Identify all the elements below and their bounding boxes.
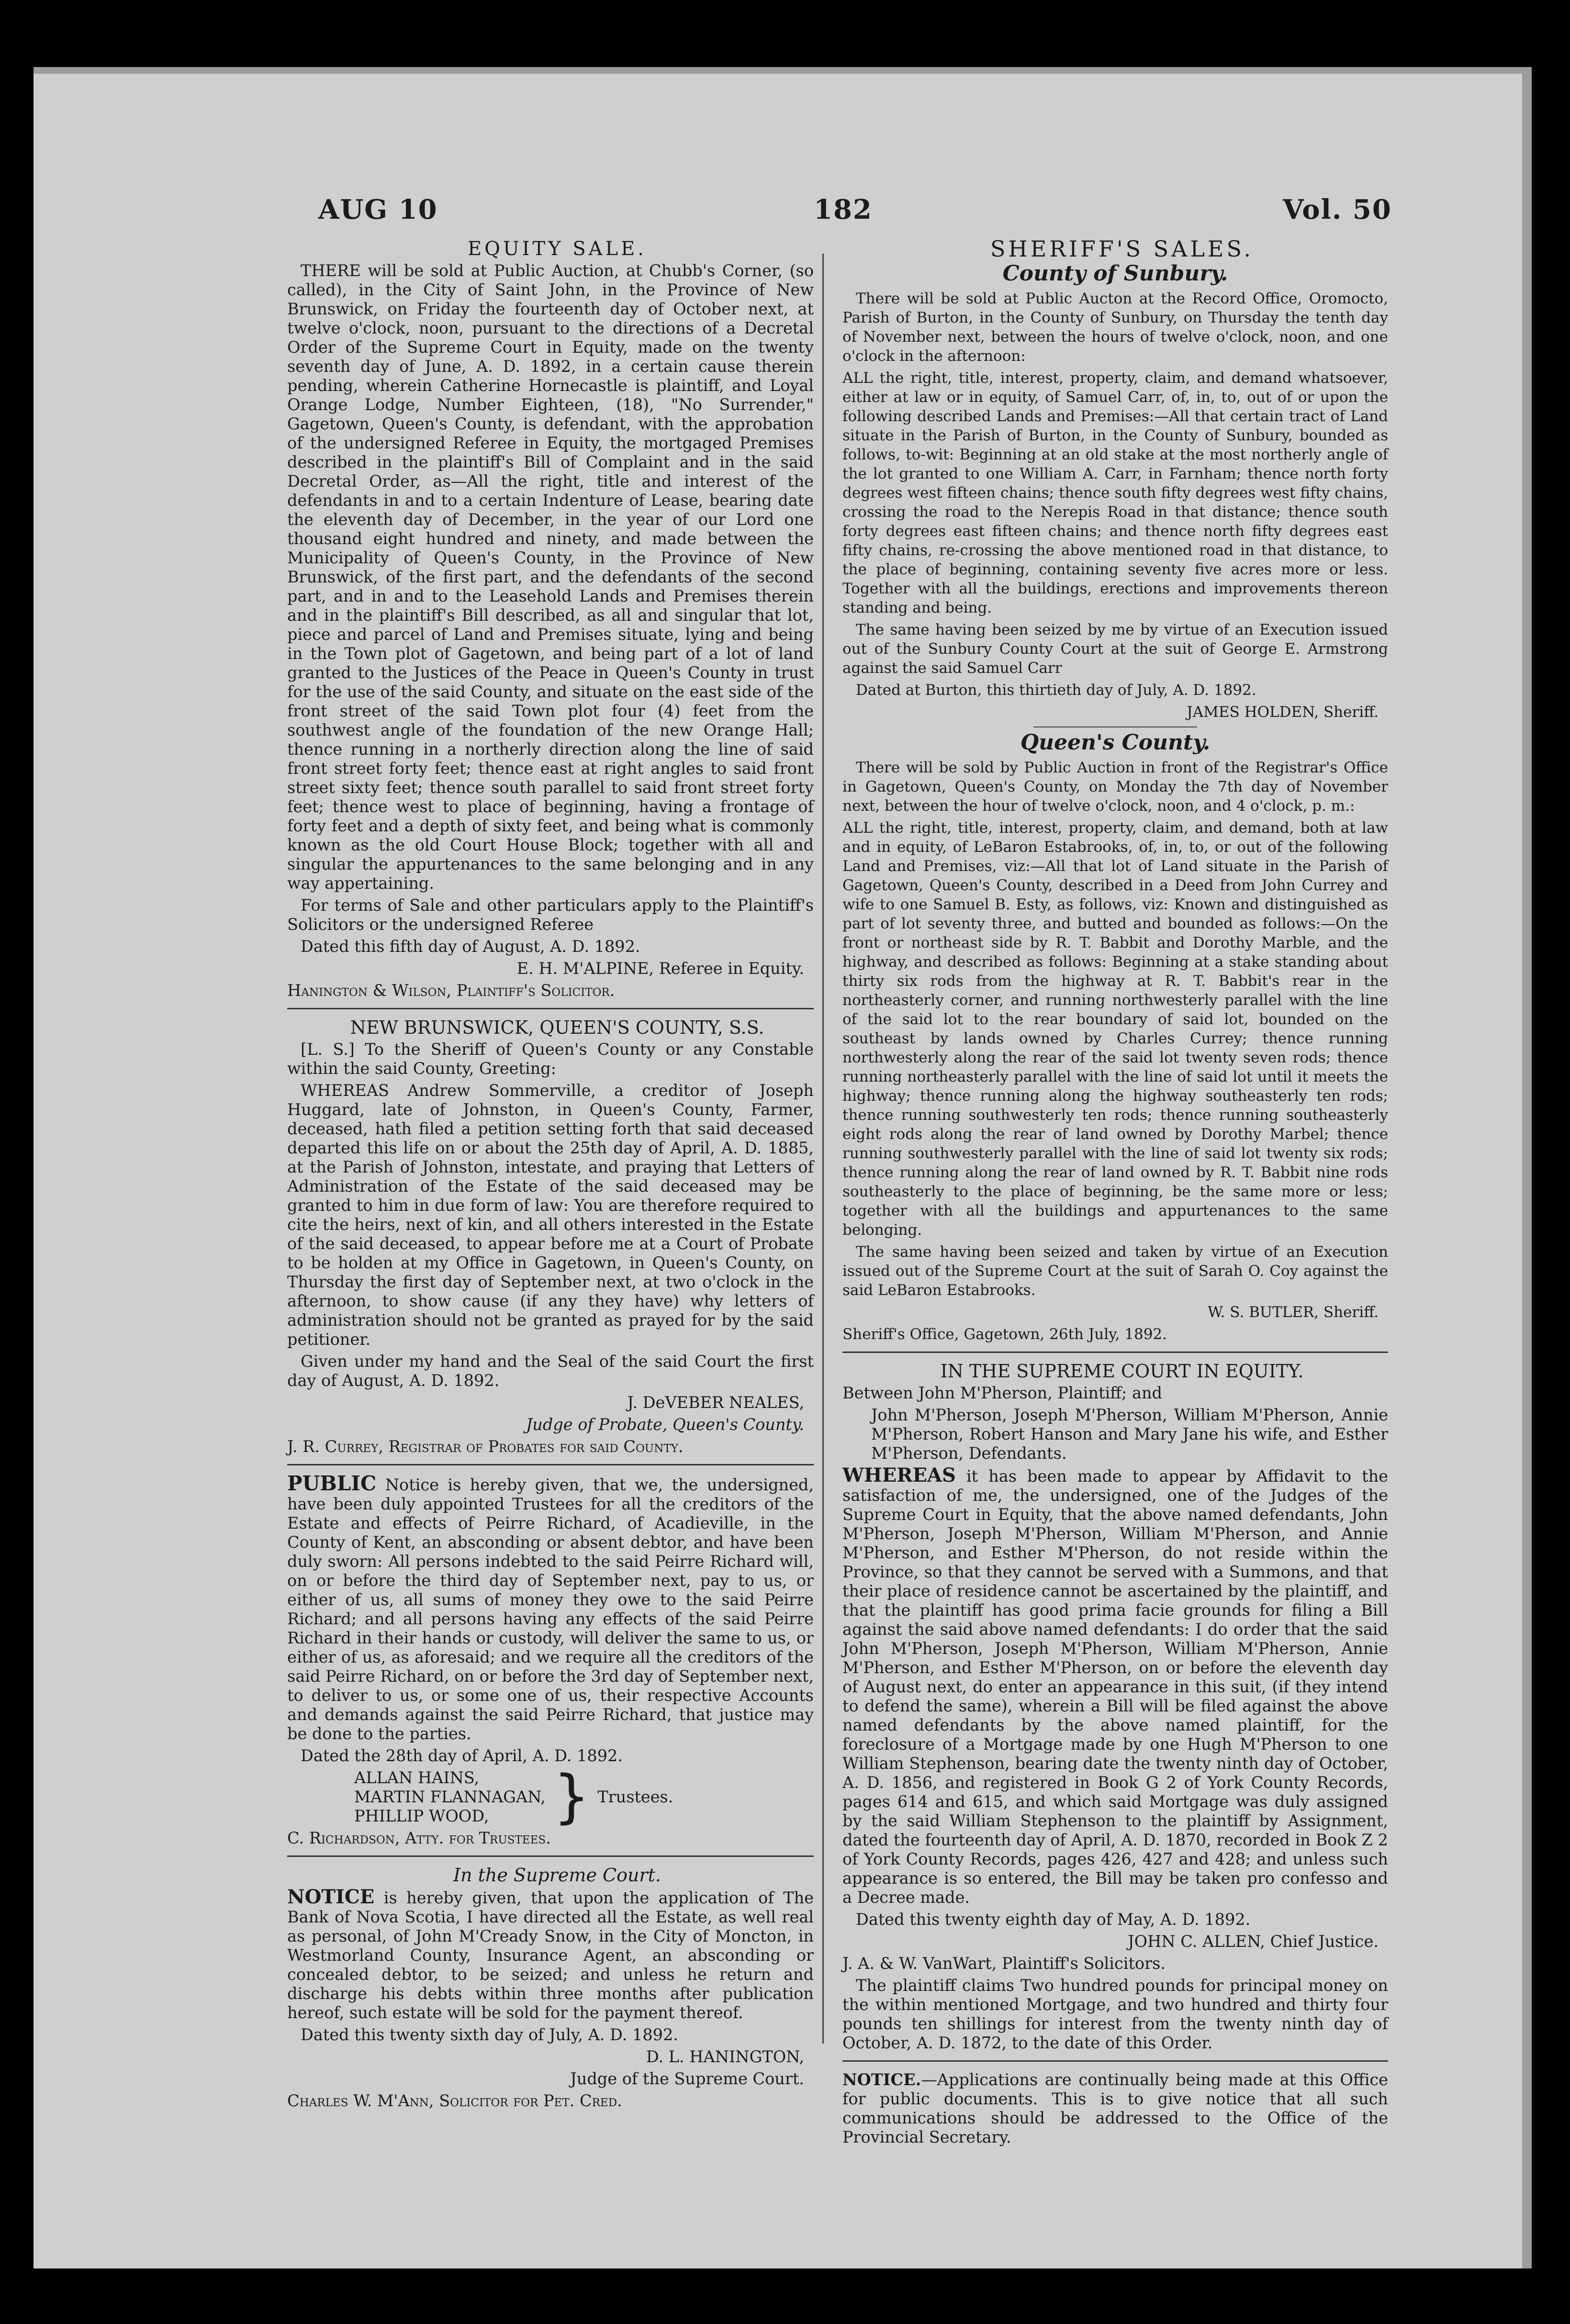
equity-sale-signature: E. H. M'ALPINE, Referee in Equity. [516,959,804,978]
trustees-attorney: C. Richardson, Atty. for Trustees. [287,1829,551,1847]
queens-office: Sheriff's Office, Gagetown, 26th July, 1892. [842,1326,1167,1343]
header-volume: Vol. 50 [1283,194,1392,225]
header-page-number: 182 [814,194,873,225]
section-rule [287,1008,814,1009]
trustee-name: ALLAN HAINS, [354,1768,480,1787]
probate-title: NEW BRUNSWICK, QUEEN'S COUNTY, S.S. [350,1017,764,1038]
probate-citation [287,1018,814,1456]
probate-body: WHEREAS Andrew Sommerville, a creditor of Joseph Huggard, late of Johnston, in Queen's County, Farmer, deceased, hath filed a petition setting forth that said deceased departed this life on or about the 25th day of April, A. D. 1885, at the Parish of Johnston, intestate, and praying that Letters of Administration of the Estate of the said deceased may be granted to him in due form of law: You are therefore required to cite the heirs, next of kin, and all others interested in the Estate of the said deceased, to appear before me at a Court of Probate to be holden at my Office in Gagetown, in Queen's County, on Thursday the first day of September next, at two o'clock in the afternoon, to show cause (if any they have) why letters of administration should not be granted as prayed for by the said petitioner. [287,1081,814,1349]
equity-court-defendants: John M'Pherson, Joseph M'Pherson, William M'Pherson, Annie M'Pherson, Robert Hanson and Mary Jane his wife, and Esther M'Pherson, Defendants. [871,1406,1388,1463]
queens-seized: The same having been seized and taken by virtue of an Execution issued out of the Supreme Court at the suit of Sarah O. Coy against the said LeBaron Estabrooks. [842,1243,1388,1299]
equity-sale-body: THERE will be sold at Public Auction, at Chubb's Corner, (so called), in the City of Saint John, in the Province of New Brunswick, on Friday the fourteenth day of October next, at twelve o'clock, noon, pursuant to the directions of a Decretal Order of the Supreme Court in Equity, made on the twenty seventh day of June, A. D. 1892, in a certain cause therein pending, wherein Catherine Hornecastle is plaintiff, and Loyal Orange Lodge, Number Eighteen, (18), "No Surrender," Gagetown, Queen's County, is defendant, with the approbation of the undersigned Referee in Equity, the mortgaged Premises described in the plaintiff's Bill of Complaint and in the said Decretal Order, as—All the right, title and interest of the defendants in and to a certain Indenture of Lease, bearing date the eleventh day of December, in the year of our Lord one thousand eight hundred and ninety, and made between the Municipality of Queen's County, in the Province of New Brunswick, of the first part, and the defendants of the second part, and in and to the Leasehold Lands and Premises therein and in the plaintiff's Bill described, as all and singular that lot, piece and parcel of Land and Premises situate, lying and being in the Town plot of Gagetown, and being part of a lot of land granted to the Justices of the Peace in Queen's County in trust for the use of the said County, and situate on the east side of the front street of the said Town plot four (4) feet from the southwest angle of the foundation of the new Orange Hall; thence running in a northerly direction along the line of said front street forty feet; thence east at right angles to said front street sixty feet; thence south parallel to said front street forty feet; thence west to place of beginning, having a frontage of forty feet and a depth of sixty feet, and being what is commonly known as the old Court House Block; together with all and singular the appurtenances to the same belonging and in any way appertaining. [287,261,814,893]
section-rule [1033,726,1197,727]
page-right-edge [1522,67,1532,2268]
trustees-lead: PUBLIC [287,1472,377,1495]
equity-court-notice [842,1362,1388,2053]
equity-court-claim: The plaintiff claims Two hundred pounds for principal money on the within mentioned Mortgage, and two hundred and thirty four pounds ten shillings for interest from the twenty ninth day of October, A. D. 1872, to the date of this Order. [842,1976,1388,2052]
supreme-court-signature-title: Judge of the Supreme Court. [570,2069,804,2088]
probate-registrar: J. R. Currey, Registrar of Probates for said County. [287,1437,684,1456]
provincial-notice-body: —Applications are continually being made at this Office for public documents. This is to give notice that all such communications should be addressed to the Office of the Provincial Secretary. [842,2070,1388,2146]
right-column [842,236,1388,2150]
supreme-court-body: is hereby given, that upon the application of The Bank of Nova Scotia, I have directed all the Estate, as well real as personal, of John M'Cready Snow, in the City of Moncton, in Westmorland County, Insurance Agent, an absconding or concealed debtor, to be seized; and unless he return and discharge his debts within three months after publication hereof, such estate will be sold for the payment thereof. [287,1888,814,2022]
section-rule [287,1855,814,1857]
equity-court-body: it has been made to appear by Affidavit to the satisfaction of me, the undersigned, one of the Judges of the Supreme Court in Equity, that the above named defendants, John M'Pherson, Joseph M'Pherson, William M'Pherson, and Annie M'Pherson, and Esther M'Pherson, do not reside within the Province, so that they cannot be served with a Summons, and that their place of residence cannot be ascertained by the plaintiff, and that the plaintiff has good prima facie grounds for filing a Bill against the said above named defendants: I do order that the said John M'Pherson, Joseph M'Pherson, William M'Pherson, Annie M'Pherson, and Esther M'Pherson, on or before the eleventh day of August next, do enter an appearance in this suit, (if they intend to defend the same), wherein a Bill will be filed against the above named defendants by the above named plaintiff, for the foreclosure of a Mortgage made by one Hugh M'Pherson to one William Stephenson, bearing date the twenty ninth day of October, A. D. 1856, and registered in Book G 2 of York County Records, pages 614 and 615, and which said Mortgage was duly assigned by the said William Stephenson to the plaintiff by Assignment, dated the fourteenth day of April, A. D. 1870, recorded in Book Z 2 of York County Records, pages 426, 427 and 428; and unless such appearance is so entered, the Bill may be taken pro confesso and a Decree made. [842,1467,1388,1907]
section-rule [842,1352,1388,1353]
sheriffs-sales-title: SHERIFF'S SALES. [990,236,1254,262]
trustee-name: MARTIN FLANNAGAN, [354,1788,546,1806]
sunbury-signature: JAMES HOLDEN, Sheriff. [1187,704,1379,721]
equity-sale-solicitor: Hanington & Wilson, Plaintiff's Solicitor. [287,981,615,1000]
column-divider [822,254,824,2044]
sunbury-dated: Dated at Burton, this thirtieth day of July, A. D. 1892. [856,682,1256,699]
sunbury-seized: The same having been seized by me by virtue of an Execution issued out of the Sunbury County Court at the suit of George E. Armstrong against the said Samuel Carr [842,621,1388,677]
probate-address: [L. S.] To the Sheriff of Queen's County or any Constable within the said County, Greeting: [287,1040,814,1078]
equity-court-solicitors: J. A. & W. VanWart, Plaintiff's Solicitors. [842,1954,1166,1973]
supreme-court-notice [287,1866,814,2111]
probate-signature: J. DeVEBER NEALES, [627,1393,804,1412]
brace-glyph: } [553,1764,590,1830]
equity-sale-dated: Dated this fifth day of August, A. D. 1892. [301,937,640,956]
section-rule [287,1464,814,1465]
supreme-court-solicitor: Charles W. M'Ann, Solicitor for Pet. Cred. [287,2091,622,2110]
queens-sale [842,730,1388,1344]
equity-court-dated: Dated this twenty eighth day of May, A. D. 1892. [856,1910,1251,1929]
trustees-label: Trustees. [597,1788,673,1806]
equity-sale-terms: For terms of Sale and other particulars apply to the Plaintiff's Solicitors or the undersigned Referee [287,896,814,934]
sunbury-sale [842,261,1388,722]
header-date: AUG 10 [318,194,438,225]
queens-signature: W. S. BUTLER, Sheriff. [1208,1304,1379,1321]
provincial-notice-lead: NOTICE. [842,2070,921,2089]
queens-body: ALL the right, title, interest, property, claim, and demand, both at law and in equity, of LeBaron Estabrooks, of, in, to, or out of the following Land and Premises, viz:—All that lot of Land situate in the Parish of Gagetown, Queen's County, described in a Deed from John Currey and wife to one Samuel B. Esty, as follows, viz: Known and distinguished as part of lot seventy three, and butted and bounded as follows:—On the front or northeast side by R. T. Babbit and Dorothy Marble, and the highway, and described as follows: Beginning at a stake standing about thirty six rods from the highway at R. T. Babbit's rear in the northeasterly corner, and running northwesterly parallel with the line of the said lot to the rear boundary of said lot, bounded on the southeast by lands owned by Charles Currey; thence running northwesterly along the rear of the said lot twenty seven rods; thence running northeasterly parallel with the line of said lot until it meets the highway; thence running along the highway southeasterly ten rods; thence running southwesterly ten rods; thence running southeasterly eight rods along the rear of land owned by Dorothy Marbel; thence running southwesterly parallel with the line of said lot twenty six rods; thence running along the rear of land owned by R. T. Babbit nine rods southeasterly to the place of beginning, be the same more or less; together with all the buildings and appurtenances to the same belonging. [842,819,1388,1239]
queens-intro: There will be sold by Public Auction in front of the Registrar's Office in Gagetown, Queen's County, on Monday the 7th day of November next, between the hour of twelve o'clock, noon, and 4 o'clock, p. m.: [842,759,1388,815]
trustees-body: Notice is hereby given, that we, the undersigned, have been duly appointed Trustees for all the creditors of the Estate and effects of Peirre Richard, of Acadieville, in the County of Kent, an absconding or absent debtor, and have been duly sworn: All persons indebted to the said Peirre Richard will, on or before the third day of September next, pay to us, or either of us, all sums of money they owe to the said Peirre Richard; and all persons having any effects of the said Peirre Richard in their hands or custody, will deliver the same to us, or either of us, as aforesaid; and we require all the creditors of the said Peirre Richard, on or before the 3rd day of September next, to deliver to us, or some one of us, their respective Accounts and demands against the said Peirre Richard, that justice may be done to the parties. [287,1475,814,1743]
queens-heading: Queen's County. [1020,730,1211,755]
sunbury-heading: County of Sunbury. [1002,261,1228,286]
sunbury-body: ALL the right, title, interest, property, claim, and demand whatsoever, either at law or in equity, of Samuel Carr, of, in, to, out of or upon the following described Lands and Premises:—All that certain tract of Land situate in the Parish of Burton, in the County of Sunbury, bounded as follows, to-wit: Beginning at an old stake at the most northerly angle of the lot granted to one William A. Carr, in Farnham; thence north forty degrees west fifteen chains; thence south fifty degrees west fifty chains, crossing the road to the Nerepis Road in that distance; thence south forty degrees east fifteen chains; and thence north fifty degrees east fifty chains, re-crossing the above mentioned road in that distance, to the place of beginning, containing seventy five acres more or less. Together with all the buildings, erections and improvements thereon standing and being. [842,369,1388,616]
equity-court-signature: JOHN C. ALLEN, Chief Justice. [1128,1932,1379,1951]
sunbury-intro: There will be sold at Public Aucton at the Record Office, Oromocto, Parish of Burton, in the County of Sunbury, on Thursday the tenth day of November next, between the hours of twelve o'clock, noon, and one o'clock in the afternoon: [842,290,1388,365]
trustees-notice [287,1474,814,1848]
supreme-court-dated: Dated this twenty sixth day of July, A. D. 1892. [301,2025,678,2044]
equity-sale-title: EQUITY SALE. [467,238,647,260]
left-column [287,239,814,2113]
section-rule [842,2060,1388,2062]
supreme-court-signature: D. L. HANINGTON, [646,2047,804,2066]
equity-court-title: IN THE SUPREME COURT IN EQUITY. [940,1361,1304,1382]
page-top-edge [34,67,1532,74]
trustees-signatures [354,1764,814,1830]
equity-court-between: Between John M'Pherson, Plaintiff; and [842,1384,1162,1402]
equity-sale-notice [287,239,814,1000]
probate-given: Given under my hand and the Seal of the said Court the first day of August, A. D. 1892. [287,1352,814,1390]
trustees-dated: Dated the 28th day of April, A. D. 1892. [301,1746,623,1765]
supreme-court-title: In the Supreme Court. [453,1865,661,1886]
probate-signature-title: Judge of Probate, Queen's County. [526,1415,804,1434]
trustee-name: PHILLIP WOOD, [354,1807,489,1825]
provincial-notice [842,2070,1388,2147]
supreme-court-lead: NOTICE [287,1886,375,1908]
equity-court-lead: WHEREAS [842,1464,956,1486]
